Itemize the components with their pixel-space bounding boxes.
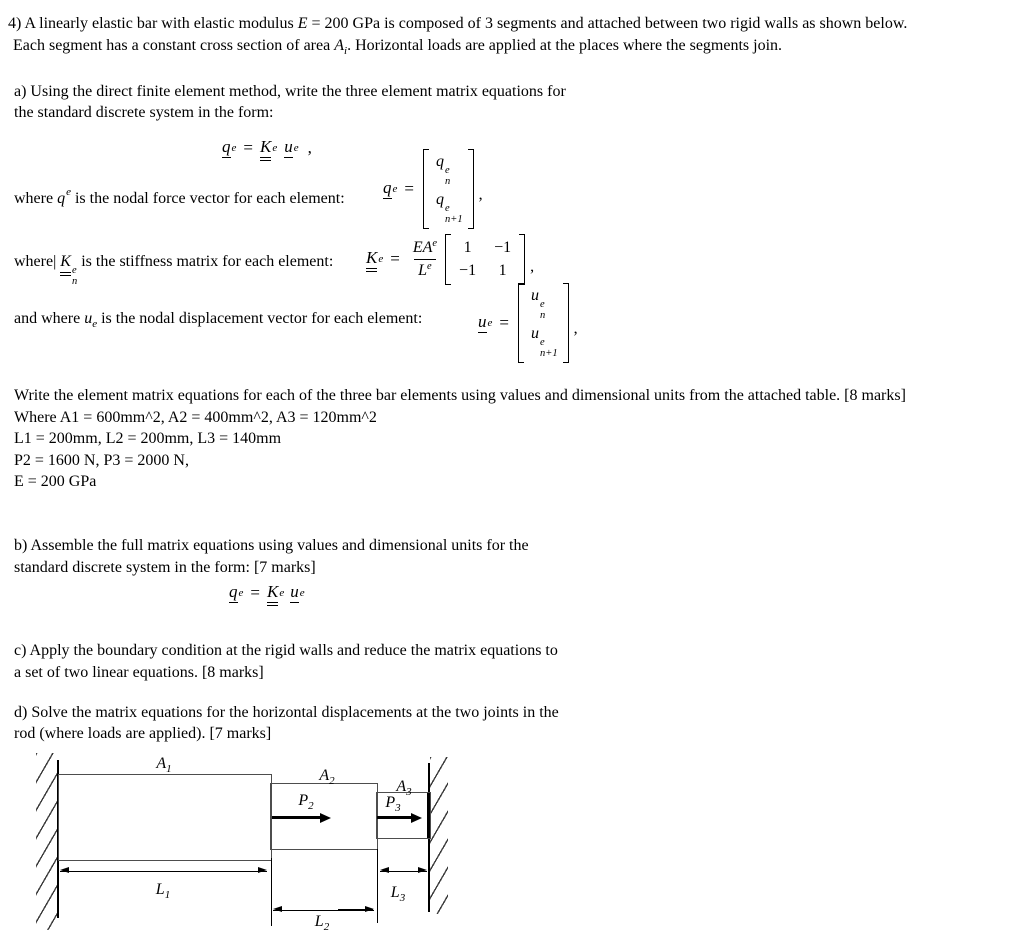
label-base: A (319, 767, 330, 784)
math-sup-e: e (299, 587, 305, 599)
math-EA: EA (412, 239, 433, 257)
math-base: u (530, 325, 539, 342)
math-comma: , (573, 320, 578, 337)
math-u: u (290, 582, 299, 601)
math-sup-e: e (392, 183, 398, 195)
text-segment: 4) A linearly elastic bar with elastic modulus (8, 15, 298, 32)
symbol-K-scripts: e n (71, 265, 78, 288)
math-sup: e (539, 298, 545, 310)
math-equals: = (250, 583, 260, 602)
text-segment: and where (14, 310, 85, 327)
label-L1 (156, 881, 170, 901)
values-line-4: P2 = 1600 N, P3 = 2000 N, (14, 452, 189, 469)
text-segment: where| (14, 253, 61, 270)
symbol-E: E (297, 15, 308, 32)
label-sub: 1 (166, 763, 172, 776)
math-sup: e (444, 164, 450, 176)
label-sub: 2 (329, 775, 335, 788)
label-sub: 3 (406, 786, 412, 799)
left-wall-hatching (36, 753, 57, 930)
l3-arrowhead-right-icon (418, 867, 427, 873)
part-a-line-1: a) Using the direct finite element method, write the three element matrix equations for (14, 83, 566, 100)
values-line-1: Write the element matrix equations for each of the three bar elements using values and dimensional units from the attached table. [8 marks] (14, 387, 906, 404)
matrix-cell: 1 (498, 261, 507, 279)
math-equals: = (390, 249, 400, 268)
math-base: q (435, 152, 444, 170)
math-q: q (222, 137, 231, 156)
math-sub: n+1 (539, 348, 558, 360)
text-segment: = 200 GPa is composed of 3 segments and attached between two rigid walls as shown below. (307, 15, 908, 32)
symbol-K: K (60, 254, 71, 273)
text-segment: is the nodal force vector for each element: (70, 190, 345, 207)
symbol-q: q (57, 190, 66, 207)
l1-arrowhead-right-icon (258, 867, 267, 873)
symbol-A-sub: i (344, 45, 348, 57)
math-sub: n+1 (444, 214, 463, 226)
math-sup-e: e (427, 260, 432, 272)
part-d-line-2: rod (where loads are applied). [7 marks] (14, 725, 272, 742)
math-sub: n (444, 175, 451, 187)
text-segment: is the nodal displacement vector for each element: (97, 310, 423, 327)
p3-arrowhead-icon (411, 813, 422, 823)
label-L2 (315, 913, 329, 933)
extension-line-2 (377, 849, 378, 923)
symbol-sub-e: e (92, 318, 98, 330)
math-equals: = (499, 313, 509, 332)
part-a-line-2: the standard discrete system in the form: (14, 104, 274, 121)
label-base: L (314, 913, 324, 930)
math-sub: n (539, 309, 546, 321)
segment-1-rect (58, 774, 272, 861)
matrix-cell: 1 (463, 238, 472, 256)
math-L: L (418, 261, 428, 279)
right-wall-hatching (430, 757, 448, 914)
label-A1 (156, 755, 171, 775)
math-sup-e: e (487, 317, 493, 329)
p3-arrow-shaft (377, 816, 414, 819)
matrix-cell: −1 (494, 238, 512, 256)
l1-dim-line (60, 871, 267, 872)
math-base: q (435, 191, 444, 208)
text-segment: . Horizontal loads are applied at the places where the segments join. (347, 37, 783, 54)
symbol-A: A (334, 37, 344, 54)
text-segment: where (14, 190, 58, 207)
part-d-line-1: d) Solve the matrix equations for the horizontal displacements at the two joints in the (14, 704, 559, 721)
values-line-3: L1 = 200mm, L2 = 200mm, L3 = 140mm (14, 430, 282, 447)
symbol-sup-e: e (66, 186, 71, 198)
label-P2 (298, 792, 313, 812)
math-sup-e: e (272, 142, 278, 154)
part-b-line-2: standard discrete system in the form: [7 marks] (14, 559, 316, 576)
p2-arrowhead-icon (320, 813, 331, 823)
values-line-2: Where A1 = 600mm^2, A2 = 400mm^2, A3 = 120mm^2 (14, 409, 377, 426)
part-b-line-1: b) Assemble the full matrix equations using values and dimensional units for the (14, 537, 529, 554)
label-sub: 2 (323, 921, 330, 934)
label-sub: 1 (164, 889, 171, 902)
math-sup-e: e (378, 253, 384, 265)
math-sup-e: e (231, 142, 237, 154)
values-line-5: E = 200 GPa (14, 473, 97, 490)
math-u: u (284, 137, 293, 156)
label-sub: 3 (399, 892, 406, 905)
label-base: A (156, 755, 167, 772)
matrix-cell: −1 (459, 261, 477, 279)
l3-arrowhead-left-icon (380, 867, 389, 873)
label-base: A (396, 778, 407, 795)
label-base: P (385, 794, 396, 811)
math-K: K (266, 582, 279, 601)
math-equals: = (404, 179, 414, 198)
math-sup-e: e (432, 238, 438, 250)
math-q: q (383, 178, 392, 197)
label-base: P (298, 792, 309, 809)
part-c-line-1: c) Apply the boundary condition at the rigid walls and reduce the matrix equations to (14, 642, 558, 659)
math-comma: , (478, 186, 483, 203)
label-sub: 3 (395, 802, 401, 815)
l2-arrowhead-right-icon (365, 906, 374, 912)
symbol-u: u (84, 310, 93, 327)
l2-arrowhead-left-icon (273, 906, 282, 912)
math-u: u (478, 312, 487, 331)
label-base: L (155, 881, 165, 898)
label-base: L (390, 884, 400, 901)
extension-line-1 (271, 858, 272, 926)
math-comma: , (530, 258, 535, 275)
label-L3 (391, 884, 405, 904)
math-K: K (259, 137, 272, 156)
label-P3 (385, 794, 400, 814)
label-A2 (319, 767, 334, 787)
part-c-line-2: a set of two linear equations. [8 marks] (14, 664, 264, 681)
math-sup: e (444, 203, 450, 214)
math-sup-e: e (238, 587, 244, 599)
math-equals: = (243, 138, 253, 157)
math-q: q (229, 582, 238, 601)
math-comma: , (307, 138, 312, 157)
label-sub: 2 (308, 800, 314, 813)
math-sup: e (539, 337, 545, 348)
math-base: u (530, 286, 539, 304)
math-sup-e: e (293, 142, 299, 154)
math-sup-e: e (279, 587, 285, 599)
text-segment: is the stiffness matrix for each element: (77, 253, 334, 270)
p2-arrow-shaft (272, 816, 321, 819)
math-K: K (366, 248, 378, 267)
l1-arrowhead-left-icon (60, 867, 69, 873)
text-segment: Each segment has a constant cross section of area (13, 37, 335, 54)
